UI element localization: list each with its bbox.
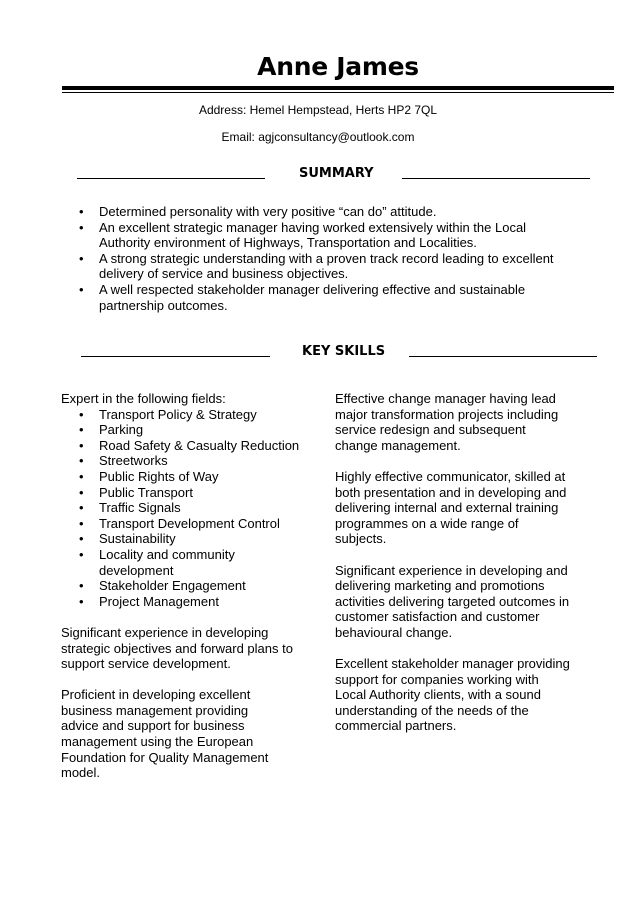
- summary-item: • An excellent strategic manager having worked extensively within the Local Authority environment of Highways, Transportation and Localities.: [79, 220, 579, 251]
- skill-paragraph: Highly effective communicator, skilled at both presentation and in developing and delivering internal and external training programmes on a wide range of subjects.: [335, 468, 567, 547]
- expertise-item: • Parking: [61, 422, 301, 438]
- expertise-item: • Locality and community development: [61, 547, 249, 578]
- summary-rule-right: [402, 178, 590, 179]
- summary-rule-left: [77, 178, 265, 179]
- fields-intro: Expert in the following fields:: [61, 391, 226, 406]
- expertise-list: [61, 407, 301, 610]
- expertise-item: • Streetworks: [61, 453, 301, 469]
- expertise-item: • Public Rights of Way: [61, 469, 301, 485]
- summary-heading: SUMMARY: [299, 166, 374, 181]
- skills-right-column: [335, 391, 575, 734]
- expertise-item: • Transport Policy & Strategy: [61, 407, 301, 423]
- header-rule-thick: [62, 86, 614, 90]
- header-rule-thin: [62, 92, 614, 93]
- email-line: Email: agjconsultancy@outlook.com: [221, 130, 415, 144]
- summary-item: • A strong strategic understanding with a proven track record leading to excellent delivery of service and business objectives.: [79, 251, 579, 282]
- expertise-item: • Sustainability: [61, 531, 301, 547]
- expertise-item: • Transport Development Control: [61, 516, 301, 532]
- expertise-item: • Traffic Signals: [61, 500, 301, 516]
- skill-paragraph: Significant experience in developing and delivering marketing and promotions activities delivering targeted outcomes in customer satisfaction and customer behavioural change.: [335, 562, 570, 640]
- skill-paragraph: Effective change manager having lead major transformation projects including service redesign and subsequent change management.: [335, 391, 559, 453]
- skill-paragraph: Proficient in developing excellent business management providing advice and support for business management using the European Foundation for Quality Management model.: [61, 687, 269, 781]
- key-skills-rule-left: [81, 356, 270, 357]
- summary-item: • A well respected stakeholder manager delivering effective and sustainable partnership outcomes.: [79, 282, 579, 313]
- expertise-item: • Stakeholder Engagement: [61, 578, 301, 594]
- skill-paragraph: Significant experience in developing strategic objectives and forward plans to support service development.: [61, 624, 293, 672]
- key-skills-heading: KEY SKILLS: [302, 344, 386, 359]
- key-skills-rule-right: [409, 356, 597, 357]
- address-line: Address: Hemel Hempstead, Herts HP2 7QL: [198, 103, 438, 117]
- summary-item: • Determined personality with very positive “can do” attitude.: [79, 204, 579, 220]
- expertise-item: • Public Transport: [61, 485, 301, 501]
- summary-list: [79, 204, 579, 313]
- skills-left-column: [61, 391, 301, 781]
- expertise-item: • Project Management: [61, 594, 301, 610]
- skill-paragraph: Excellent stakeholder manager providing support for companies working with Local Authority clients, with a sound understanding of the needs of the commercial partners.: [335, 656, 570, 734]
- candidate-name: Anne James: [257, 52, 419, 81]
- expertise-item: • Road Safety & Casualty Reduction: [61, 438, 301, 454]
